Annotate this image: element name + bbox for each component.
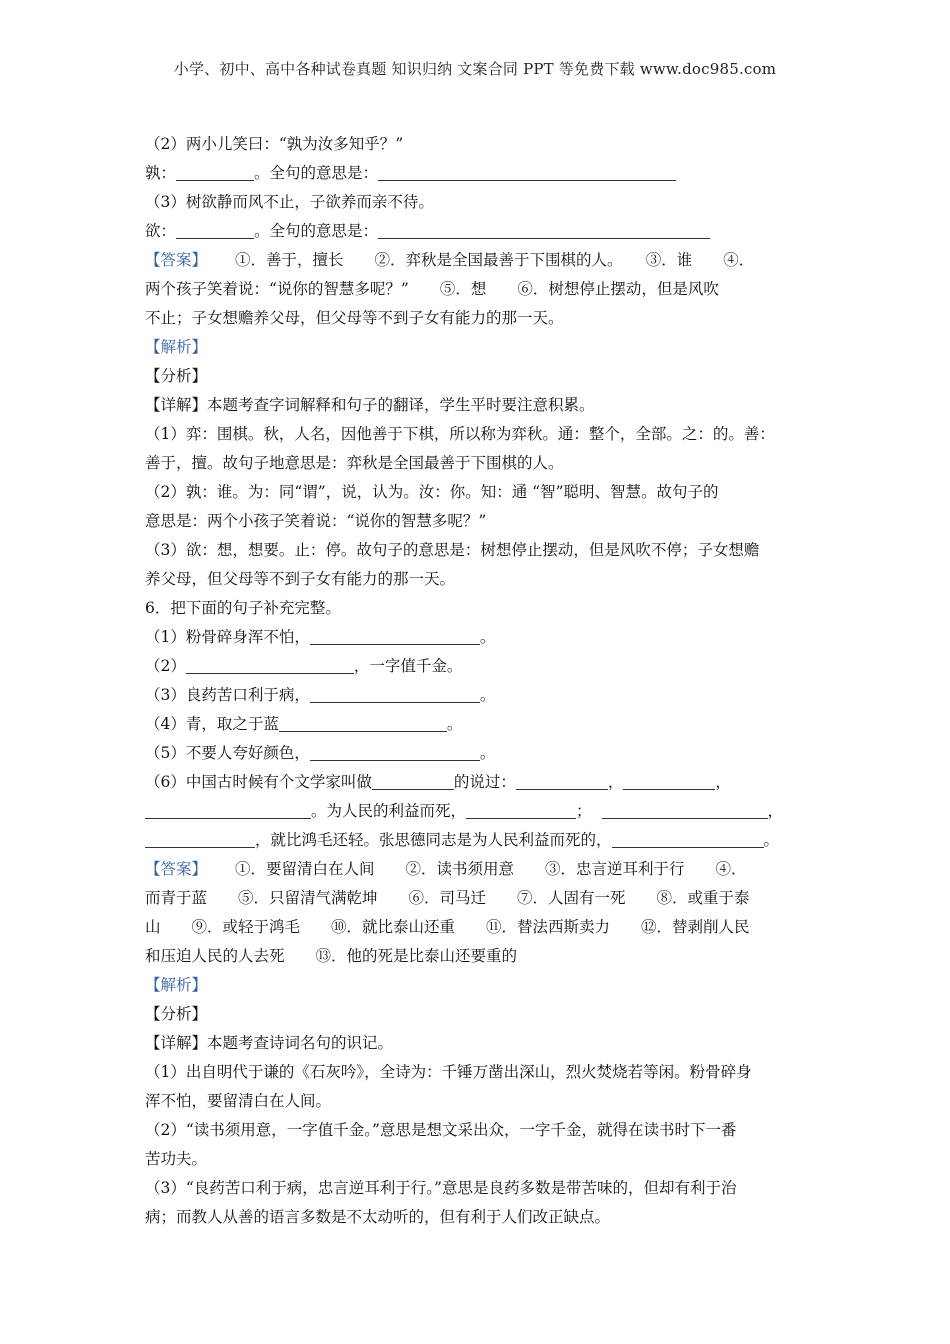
q5-item3: （3）树欲静而风不止，子欲养而亲不待。 — [145, 193, 434, 211]
q6-answer: 【答案】 ①．要留清白在人间 ②．读书须用意 ③．忠言逆耳利于行 ④． — [145, 860, 747, 878]
q6-item6-line1: （6）中国古时候有个文学家叫做 的说过： ， ， — [145, 773, 731, 791]
answer-blank[interactable] — [372, 771, 454, 790]
fenxi-label: 【分析】 — [145, 367, 208, 385]
q5-item3-fill: 欲： 。全句的意思是： — [145, 217, 815, 246]
answer-blank[interactable] — [310, 626, 480, 645]
q6-item3: （3）良药苦口利于病， 。 — [145, 686, 496, 704]
q6-item4: （4）青，取之于蓝 。 — [145, 715, 463, 733]
q6-item6-line3: ，就比鸿毛还轻。张思德同志是为人民利益而死的， 。 — [145, 826, 815, 855]
q5-answer: 【答案】 ①．善于，擅长 ②．弈秋是全国最善于下围棋的人。 ③．谁 ④． — [145, 251, 755, 269]
answer-blank[interactable] — [176, 162, 254, 181]
answer-blank[interactable] — [310, 742, 480, 761]
q6-item2: （2） ，一字值千金。 — [145, 657, 463, 675]
q6-item5: （5）不要人夸好颜色， 。 — [145, 744, 496, 762]
page-header: 小学、初中、高中各种试卷真题 知识归纳 文案合同 PPT 等免费下载 www.doc985.com — [173, 60, 777, 78]
detail-label: 【详解】 — [145, 1034, 208, 1052]
detail-label: 【详解】 — [145, 396, 208, 414]
q6-answer-line3: 山 ⑨．或轻于鸿毛 ⑩．就比泰山还重 ⑪．替法西斯卖力 ⑫．替剥削人民 — [145, 918, 750, 936]
answer-blank[interactable] — [378, 220, 710, 239]
q6-item6-line2: 。为人民的利益而死， ； ， — [145, 797, 815, 826]
q6-detail-3b: 病；而教人从善的语言多数是不太动听的，但有利于人们改正缺点。 — [145, 1208, 611, 1226]
q5-item2: （2）两小儿笑曰：“孰为汝多知乎？” — [145, 135, 404, 153]
answer-blank[interactable] — [279, 713, 447, 732]
q6-detail-3a: （3）“良药苦口利于病，忠言逆耳利于行。”意思是良药多数是带苦味的，但却有利于治 — [145, 1179, 737, 1197]
q5-detail: 【详解】本题考查字词解释和句子的翻译，学生平时要注意积累。 — [145, 396, 595, 414]
analysis-label: 【解析】 — [145, 976, 208, 994]
q6-item1: （1）粉骨碎身浑不怕， 。 — [145, 628, 496, 646]
answer-blank[interactable] — [310, 684, 480, 703]
q6-detail-2b: 苦功夫。 — [145, 1150, 208, 1168]
answer-blank[interactable] — [186, 655, 354, 674]
answer-blank[interactable] — [516, 771, 608, 790]
answer-blank[interactable] — [145, 829, 255, 848]
q5-detail-3b: 养父母，但父母等不到子女有能力的那一天。 — [145, 570, 456, 588]
q5-answer-line2: 两个孩子笑着说：“说你的智慧多呢？” ⑤．想 ⑥．树想停止摆动，但是风吹 — [145, 280, 719, 298]
q6-answer-line4: 和压迫人民的人去死 ⑬．他的死是比泰山还要重的 — [145, 947, 518, 965]
q5-answer-line3: 不止；子女想赡养父母，但父母等不到子女有能力的那一天。 — [145, 309, 564, 327]
answer-blank[interactable] — [623, 771, 715, 790]
answer-label: 【答案】 — [145, 860, 208, 878]
analysis-label: 【解析】 — [145, 338, 208, 356]
q6-detail-2a: （2）“读书须用意，一字值千金。”意思是想文采出众，一字千金，就得在读书时下一番 — [145, 1121, 737, 1139]
q5-detail-3a: （3）欲：想，想要。止：停。故句子的意思是：树想停止摆动，但是风吹不停；子女想赡 — [145, 541, 760, 559]
q5-detail-1b: 善于，擅。故句子地意思是：弈秋是全国最善于下围棋的人。 — [145, 454, 564, 472]
answer-blank[interactable] — [176, 220, 254, 239]
q6-title: 6．把下面的句子补充完整。 — [145, 599, 341, 617]
q5-detail-2a: （2）孰：谁。为：同“谓”，说，认为。汝：你。知：通 “智”聪明、智慧。故句子的 — [145, 483, 719, 501]
answer-blank[interactable] — [378, 162, 676, 181]
q6-detail-1b: 浑不怕，要留清白在人间。 — [145, 1092, 332, 1110]
q6-answer-line2: 而青于蓝 ⑤．只留清气满乾坤 ⑥．司马迁 ⑦．人固有一死 ⑧．或重于泰 — [145, 889, 750, 907]
q5-item2-fill: 孰： 。全句的意思是： — [145, 159, 815, 188]
answer-blank[interactable] — [145, 800, 311, 819]
answer-blank[interactable] — [602, 800, 768, 819]
answer-blank[interactable] — [466, 800, 576, 819]
fenxi-label: 【分析】 — [145, 1005, 208, 1023]
q6-detail-1a: （1）出自明代于谦的《石灰吟》，全诗为：千锤万凿出深山，烈火焚烧若等闲。粉骨碎身 — [145, 1063, 752, 1081]
q6-detail: 【详解】本题考查诗词名句的识记。 — [145, 1034, 394, 1052]
document-body — [145, 130, 815, 1232]
answer-label: 【答案】 — [145, 251, 208, 269]
q5-detail-2b: 意思是：两个小孩子笑着说：“说你的智慧多呢？” — [145, 512, 487, 530]
q5-detail-1a: （1）弈：围棋。秋，人名，因他善于下棋，所以称为弈秋。通：整个，全部。之：的。善： — [145, 425, 775, 443]
answer-blank[interactable] — [612, 829, 764, 848]
